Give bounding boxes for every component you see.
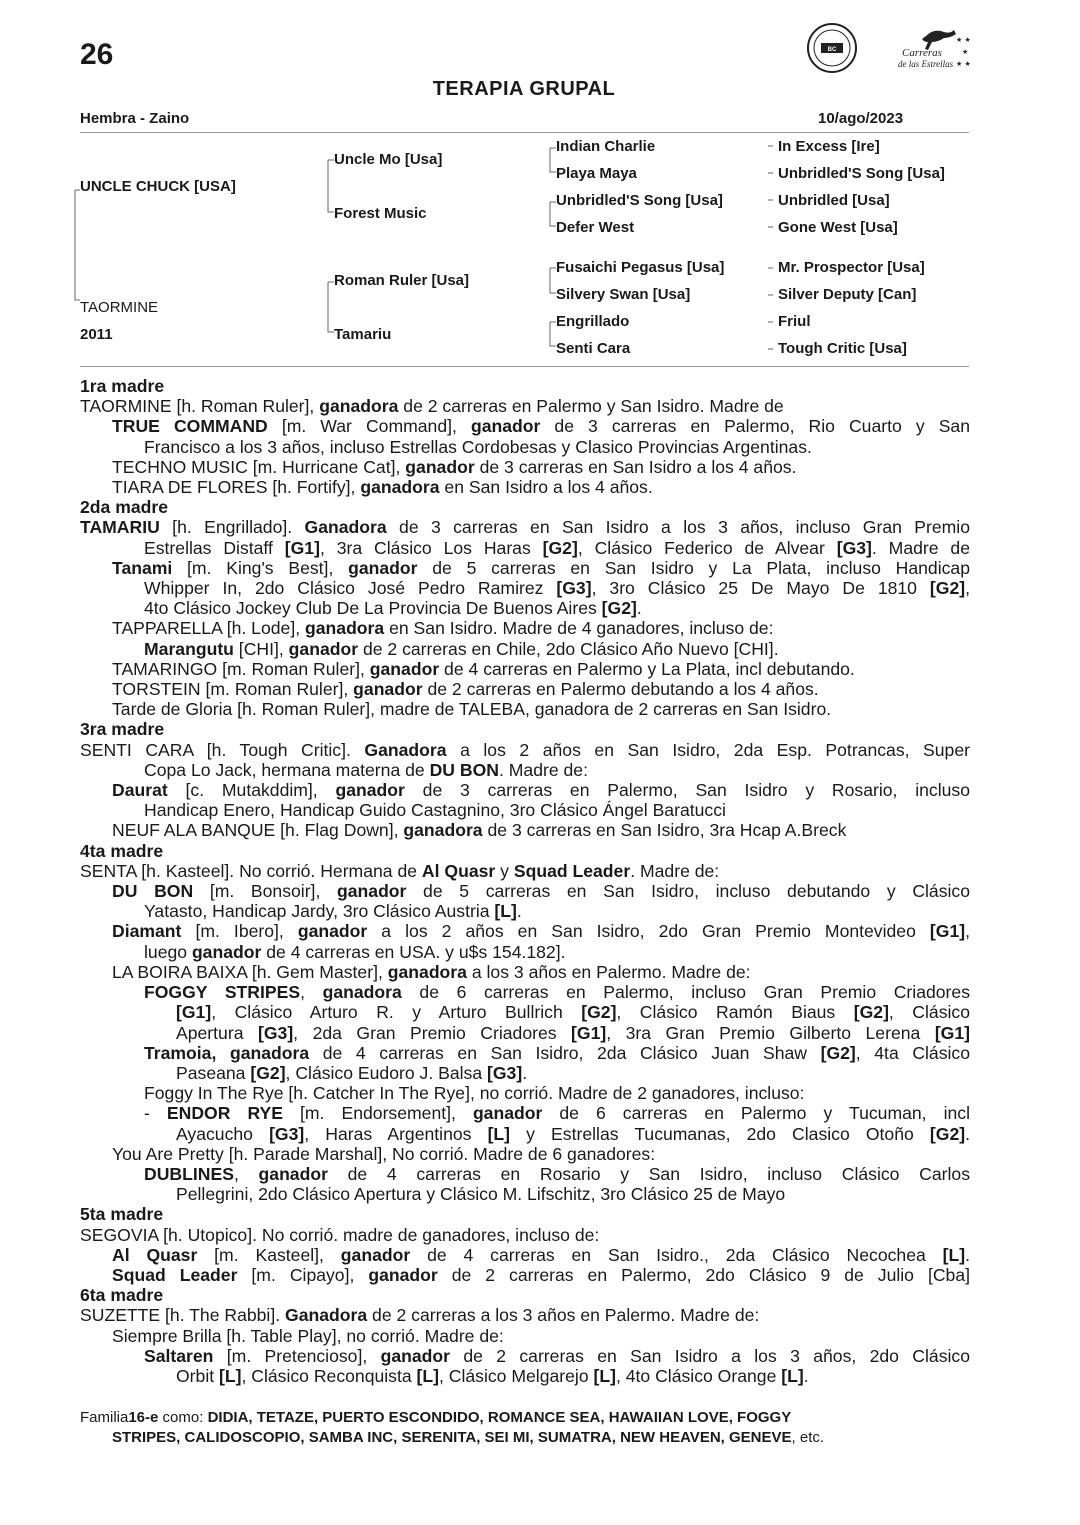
text: [m. Cipayo], bbox=[237, 1264, 369, 1285]
svg-text:BC: BC bbox=[827, 47, 837, 53]
bold-text: ganador bbox=[353, 679, 423, 700]
bold-text: [G2] bbox=[820, 1042, 856, 1063]
text: de 2 carreras en Chile, 2do Clásico Año Nuevo [CHI]. bbox=[358, 638, 779, 659]
text: , Clásico Reconquista bbox=[241, 1365, 417, 1386]
bold-text: ganador bbox=[405, 456, 475, 477]
text: . bbox=[803, 1365, 809, 1386]
text: LA BOIRA BAIXA [h. Gem Master], bbox=[112, 961, 388, 982]
text: de 3 carreras en San Isidro, 3ra Hcap A.Breck bbox=[482, 820, 847, 841]
family-names-1: DIDIA, TETAZE, PUERTO ESCONDIDO, ROMANCE SEA, HAWAIIAN LOVE, FOGGY bbox=[207, 1409, 792, 1426]
text: de 3 carreras en Palermo, San Isidro y Rosario, incluso bbox=[404, 780, 970, 801]
text: , 3ra Gran Premio Gilberto Lerena bbox=[606, 1022, 935, 1043]
family-footer bbox=[80, 1408, 970, 1448]
text-line bbox=[80, 1144, 970, 1164]
text: . Madre de: bbox=[498, 759, 588, 780]
bold-text: DU BON bbox=[429, 759, 499, 780]
text: [m. Endorsement], bbox=[282, 1103, 473, 1124]
pedigree-gen3-3: Unbridled'S Song [Usa] bbox=[556, 192, 723, 209]
text: , 4ta Clásico bbox=[855, 1042, 971, 1063]
pedigree-gen4-1: In Excess [Ire] bbox=[778, 138, 880, 155]
pedigree-gen4-7: Friul bbox=[778, 313, 811, 330]
family-suffix: , etc. bbox=[791, 1429, 825, 1446]
text: Handicap Enero, Handicap Guido Castagnino, 3ro Clásico Ángel Baratucci bbox=[144, 800, 726, 821]
text: 4to Clásico Jockey Club De La Provincia De Buenos Aires bbox=[144, 598, 602, 619]
bold-text: ganador bbox=[369, 658, 440, 679]
bold-text: [G2] bbox=[929, 578, 966, 599]
pedigree-gen4-8: Tough Critic [Usa] bbox=[778, 340, 907, 357]
pedigree-gen2-1: Uncle Mo [Usa] bbox=[334, 151, 443, 168]
text: , bbox=[965, 921, 970, 942]
bold-text: [G2] bbox=[929, 1123, 966, 1144]
text: de 4 carreras en San Isidro., 2da Clásico Necochea bbox=[410, 1244, 943, 1265]
bold-text: [G3] bbox=[487, 1062, 523, 1083]
text-line bbox=[80, 679, 970, 699]
text: TAORMINE [h. Roman Ruler], bbox=[80, 396, 320, 417]
text: . Madre de bbox=[871, 537, 970, 558]
bold-text: ENDOR RYE bbox=[166, 1103, 283, 1124]
text: Foggy In The Rye [h. Catcher In The Rye], no corrió. Madre de 2 ganadores, incluso: bbox=[144, 1083, 805, 1104]
text: Whipper In, 2do Clásico José Pedro Ramirez bbox=[144, 578, 557, 599]
text-line bbox=[80, 1002, 970, 1022]
pedigree-gen2-4: Tamariu bbox=[334, 326, 392, 343]
bold-text: ganador bbox=[368, 1264, 438, 1285]
text-line bbox=[80, 396, 970, 416]
bold-text: ganador bbox=[191, 941, 262, 962]
text-line bbox=[80, 1103, 970, 1123]
bold-text: Tanami bbox=[112, 557, 173, 578]
text: a los 2 años en San Isidro, 2da Esp. Potrancas, Super bbox=[446, 739, 970, 760]
bold-text: [L] bbox=[219, 1365, 242, 1386]
bold-text: FOGGY STRIPES bbox=[144, 982, 301, 1003]
text: SUZETTE [h. The Rabbi]. bbox=[80, 1305, 286, 1326]
text-line bbox=[80, 1043, 970, 1063]
bold-text: TAMARIU bbox=[80, 517, 160, 538]
bold-text: DUBLINES bbox=[144, 1163, 234, 1184]
bold-text: 2da madre bbox=[80, 497, 169, 518]
text-line bbox=[80, 740, 970, 760]
family-line-1 bbox=[80, 1408, 970, 1428]
bold-text: Marangutu bbox=[144, 638, 234, 659]
text: SENTI CARA [h. Tough Critic]. bbox=[80, 739, 365, 760]
bold-text: 4ta madre bbox=[80, 840, 164, 861]
bold-text: ganadora bbox=[387, 961, 467, 982]
bold-text: ganador bbox=[335, 780, 405, 801]
text: de 4 carreras en Palermo y La Plata, incl debutando. bbox=[439, 658, 855, 679]
svg-text:★ ★: ★ ★ bbox=[956, 36, 971, 44]
text: a los 3 años en Palermo. Madre de: bbox=[466, 961, 751, 982]
bold-text: ganador bbox=[337, 881, 407, 902]
text: . bbox=[965, 1123, 970, 1144]
text-line bbox=[80, 558, 970, 578]
text-line bbox=[80, 457, 970, 477]
pedigree-gen4-3: Unbridled [Usa] bbox=[778, 192, 890, 209]
bold-text: ganador bbox=[380, 1345, 450, 1366]
text: [m. War Command], bbox=[267, 416, 471, 437]
bold-text: ganador bbox=[472, 1103, 543, 1124]
bold-text: [G2] bbox=[601, 598, 637, 619]
bold-text: [L] bbox=[781, 1365, 804, 1386]
text: en San Isidro a los 4 años. bbox=[439, 477, 653, 498]
bold-text: [G2] bbox=[250, 1062, 286, 1083]
text: , 3ra Clásico Los Haras bbox=[319, 537, 543, 558]
pedigree-gen3-8: Senti Cara bbox=[556, 340, 631, 357]
text-line bbox=[80, 699, 970, 719]
text: de 6 carreras en Palermo, incluso Gran Premio Criadores bbox=[401, 982, 970, 1003]
text-line bbox=[80, 1366, 970, 1386]
text-line bbox=[80, 1164, 970, 1184]
bold-text: Ganadora bbox=[364, 739, 447, 760]
family-como: como: bbox=[158, 1409, 208, 1426]
bold-text: ganador bbox=[470, 416, 541, 437]
bold-text: Diamant bbox=[112, 921, 182, 942]
text: Apertura bbox=[176, 1022, 258, 1043]
pedigree-gen3-7: Engrillado bbox=[556, 313, 630, 330]
text: NEUF ALA BANQUE [h. Flag Down], bbox=[112, 820, 404, 841]
pedigree-gen3-6: Silvery Swan [Usa] bbox=[556, 286, 691, 303]
text-line bbox=[80, 881, 970, 901]
bold-text: [G3] bbox=[556, 578, 592, 599]
text-line bbox=[80, 1124, 970, 1144]
text: [CHI], bbox=[233, 638, 289, 659]
svg-text:★ ★: ★ ★ bbox=[956, 60, 971, 68]
section-heading bbox=[80, 1204, 970, 1224]
text: de 5 carreras en San Isidro y La Plata, incluso Handicap bbox=[417, 557, 970, 578]
text: , bbox=[233, 1163, 259, 1184]
family-names-2: STRIPES, CALIDOSCOPIO, SAMBA INC, SERENITA, SEI MI, SUMATRA, NEW HEAVEN, GENEVE bbox=[112, 1429, 792, 1446]
bold-text: [L] bbox=[942, 1244, 966, 1265]
svg-text:★: ★ bbox=[962, 48, 969, 56]
text-line bbox=[80, 921, 970, 941]
section-heading bbox=[80, 497, 970, 517]
bold-text: Squad Leader bbox=[112, 1264, 238, 1285]
text-line bbox=[80, 1265, 970, 1285]
text-line bbox=[80, 517, 970, 537]
bold-text: Ganadora bbox=[304, 517, 387, 538]
pedigree-gen2-3: Roman Ruler [Usa] bbox=[334, 272, 470, 289]
bold-text: ganador bbox=[348, 557, 418, 578]
text-line bbox=[80, 598, 970, 618]
pedigree-gen3-4: Defer West bbox=[556, 219, 635, 236]
text: de 2 carreras en Palermo debutando a los 4 años. bbox=[422, 679, 819, 700]
section-heading bbox=[80, 841, 970, 861]
text: , 3ro Clásico 25 De Mayo De 1810 bbox=[591, 578, 930, 599]
text: Orbit bbox=[176, 1365, 220, 1386]
text: You Are Pretty [h. Parade Marshal], No corrió. Madre de 6 ganadores: bbox=[112, 1143, 656, 1164]
text-line bbox=[80, 982, 970, 1002]
bold-text: [G1] bbox=[176, 1002, 212, 1023]
text: [m. Ibero], bbox=[181, 921, 298, 942]
section-heading bbox=[80, 1285, 970, 1305]
family-prefix: Familia bbox=[80, 1409, 129, 1426]
svg-text:de las Estrellas: de las Estrellas bbox=[898, 59, 954, 69]
text: Tarde de Gloria [h. Roman Ruler], madre de TALEBA, ganadora de 2 carreras en San Isidro. bbox=[112, 699, 832, 720]
bold-text: [G3] bbox=[257, 1022, 294, 1043]
bold-text: 1ra madre bbox=[80, 376, 165, 396]
text: [m. King's Best], bbox=[172, 557, 349, 578]
bold-text: Al Quasr bbox=[112, 1244, 198, 1265]
text: [m. Bonsoir], bbox=[193, 881, 337, 902]
horse-name: TERAPIA GRUPAL bbox=[432, 78, 616, 100]
text: de 4 carreras en San Isidro, 2da Clásico Juan Shaw bbox=[309, 1042, 821, 1063]
text: TORSTEIN [m. Roman Ruler], bbox=[112, 679, 354, 700]
text: . bbox=[522, 1062, 528, 1083]
text: . Madre de: bbox=[630, 860, 720, 881]
family-number: 16-e bbox=[128, 1409, 159, 1426]
text: . bbox=[636, 598, 642, 619]
text: de 5 carreras en San Isidro, incluso debutando y Clásico bbox=[406, 881, 971, 902]
text-line bbox=[80, 618, 970, 638]
text: Pellegrini, 2do Clásico Apertura y Clásico M. Lifschitz, 3ro Clásico 25 de Mayo bbox=[176, 1184, 786, 1205]
text: SENTA [h. Kasteel]. No corrió. Hermana de bbox=[80, 860, 422, 881]
bold-text: [L] bbox=[487, 1123, 511, 1144]
pedigree-gen4-6: Silver Deputy [Can] bbox=[778, 286, 917, 303]
text: , bbox=[965, 578, 970, 599]
text: , Clásico Melgarejo bbox=[439, 1365, 594, 1386]
bold-text: [G1] bbox=[284, 537, 320, 558]
text-line bbox=[80, 760, 970, 780]
text: de 6 carreras en Palermo y Tucuman, incl bbox=[542, 1103, 970, 1124]
bold-text: [G1] bbox=[571, 1022, 607, 1043]
bold-text: [L] bbox=[416, 1365, 439, 1386]
text: Yatasto, Handicap Jardy, 3ro Clásico Austria bbox=[144, 901, 495, 922]
bold-text: ganador bbox=[258, 1163, 328, 1184]
text: y bbox=[495, 860, 514, 881]
text-line bbox=[80, 477, 970, 497]
text-line bbox=[80, 800, 970, 820]
bold-text: [G2] bbox=[853, 1002, 889, 1023]
text-line bbox=[80, 1225, 970, 1245]
bold-text: ganadora bbox=[322, 982, 402, 1003]
pedigree-sire: UNCLE CHUCK [USA] bbox=[80, 178, 236, 195]
sex-color: Hembra - Zaino bbox=[80, 110, 190, 127]
bold-text: ganadora bbox=[319, 396, 399, 417]
bold-text: 5ta madre bbox=[80, 1204, 164, 1225]
text-line bbox=[80, 820, 970, 840]
text: . bbox=[965, 1244, 970, 1265]
pedigree-gen3-5: Fusaichi Pegasus [Usa] bbox=[556, 259, 725, 276]
text: de 4 carreras en Rosario y San Isidro, incluso Clásico Carlos bbox=[327, 1163, 970, 1184]
bold-text: Ganadora bbox=[285, 1305, 368, 1326]
pedigree-gen3-2: Playa Maya bbox=[556, 165, 637, 182]
section-heading bbox=[80, 376, 970, 396]
text: TIARA DE FLORES [h. Fortify], bbox=[112, 477, 361, 498]
svg-text:Carreras: Carreras bbox=[902, 47, 942, 59]
text: Francisco a los 3 años, incluso Estrellas Cordobesas y Clasico Provincias Argentinas. bbox=[144, 436, 812, 457]
text-line bbox=[80, 1083, 970, 1103]
text: , Clásico Eudoro J. Balsa bbox=[285, 1062, 487, 1083]
bold-text: 6ta madre bbox=[80, 1285, 164, 1306]
text-line bbox=[80, 1184, 970, 1204]
bold-text: [G1] bbox=[929, 921, 966, 942]
text-line bbox=[80, 578, 970, 598]
bold-text: [G2] bbox=[581, 1002, 617, 1023]
pedigree-gen2-2: Forest Music bbox=[334, 205, 427, 222]
text: , Clásico Arturo R. y Arturo Bullrich bbox=[211, 1002, 582, 1023]
bold-text: TRUE COMMAND bbox=[112, 416, 268, 437]
text-line bbox=[80, 861, 970, 881]
date: 10/ago/2023 bbox=[818, 110, 904, 127]
text: en San Isidro. Madre de 4 ganadores, incluso de: bbox=[384, 618, 774, 639]
text: , 4to Clásico Orange bbox=[615, 1365, 782, 1386]
text: , Clásico bbox=[888, 1002, 970, 1023]
text-line bbox=[80, 1063, 970, 1083]
pedigree-gen3-1: Indian Charlie bbox=[556, 138, 656, 155]
text-line bbox=[80, 1245, 970, 1265]
bold-text: ganadora bbox=[403, 820, 483, 841]
text: [h. Engrillado]. bbox=[159, 517, 305, 538]
text-line bbox=[80, 962, 970, 982]
text: de 3 carreras en Palermo, Rio Cuarto y San bbox=[540, 416, 970, 437]
pedigree-dam-year: 2011 bbox=[80, 326, 113, 343]
text-line bbox=[80, 639, 970, 659]
text: , 2da Gran Premio Criadores bbox=[293, 1022, 572, 1043]
bold-text: ganador bbox=[340, 1244, 411, 1265]
text: , bbox=[300, 982, 323, 1003]
pedigree-gen4-2: Unbridled'S Song [Usa] bbox=[778, 165, 945, 182]
text: Copa Lo Jack, hermana materna de bbox=[144, 759, 430, 780]
text: luego bbox=[144, 941, 192, 962]
bold-text: [G1] bbox=[934, 1022, 970, 1043]
text-line bbox=[80, 1346, 970, 1366]
bold-text: 3ra madre bbox=[80, 719, 165, 740]
text-line bbox=[80, 901, 970, 921]
text: de 2 carreras en Palermo y San Isidro. Madre de bbox=[398, 396, 784, 417]
pedigree-gen4-5: Mr. Prospector [Usa] bbox=[778, 259, 925, 276]
bold-text: [L] bbox=[593, 1365, 616, 1386]
text: de 4 carreras en USA. y u$s 154.182]. bbox=[261, 941, 566, 962]
pedigree-dam: TAORMINE bbox=[80, 299, 159, 316]
bold-text: [G2] bbox=[542, 537, 578, 558]
text-line bbox=[80, 538, 970, 558]
text: , Clásico Ramón Biaus bbox=[616, 1002, 854, 1023]
text-line bbox=[80, 437, 970, 457]
text-line bbox=[80, 780, 970, 800]
bold-text: DU BON bbox=[112, 881, 194, 902]
bold-text: Daurat bbox=[112, 780, 168, 801]
text-line bbox=[80, 1023, 970, 1043]
bold-text: [L] bbox=[494, 901, 517, 922]
text: SEGOVIA [h. Utopico]. No corrió. madre de ganadores, incluso de: bbox=[80, 1224, 600, 1245]
text: de 3 carreras en San Isidro a los 3 años, incluso Gran Premio bbox=[386, 517, 970, 538]
bold-text: Squad Leader bbox=[513, 860, 631, 881]
text-line bbox=[80, 416, 970, 436]
bold-text: ganador bbox=[297, 921, 368, 942]
pedigree-gen4-4: Gone West [Usa] bbox=[778, 219, 898, 236]
text: [m. Kasteel], bbox=[197, 1244, 341, 1265]
text: , Haras Argentinos bbox=[304, 1123, 488, 1144]
text: TAPPARELLA [h. Lode], bbox=[112, 618, 305, 639]
text: TECHNO MUSIC [m. Hurricane Cat], bbox=[112, 456, 406, 477]
text: y Estrellas Tucumanas, 2do Clasico Otoño bbox=[510, 1123, 930, 1144]
text: Paseana bbox=[176, 1062, 251, 1083]
section-heading bbox=[80, 719, 970, 739]
text: [m. Pretencioso], bbox=[213, 1345, 381, 1366]
female-family-text bbox=[80, 376, 970, 1386]
bold-text: Saltaren bbox=[144, 1345, 214, 1366]
bold-text: Al Quasr bbox=[421, 860, 496, 881]
text: Siempre Brilla [h. Table Play], no corrió. Madre de: bbox=[112, 1325, 504, 1346]
bold-text: ganador bbox=[288, 638, 359, 659]
text: a los 2 años en San Isidro, 2do Gran Premio Montevideo bbox=[367, 921, 930, 942]
text-line bbox=[80, 659, 970, 679]
text-line bbox=[80, 942, 970, 962]
divider-pedigree bbox=[80, 366, 969, 367]
text-line bbox=[80, 1326, 970, 1346]
bold-text: ganadora bbox=[360, 477, 440, 498]
bold-text: ganadora bbox=[305, 618, 385, 639]
text: de 2 carreras en Palermo, 2do Clásico 9 de Julio [Cba] bbox=[437, 1264, 971, 1285]
text: - bbox=[144, 1103, 167, 1124]
text: . bbox=[516, 901, 522, 922]
text: de 2 carreras a los 3 años en Palermo. Madre de: bbox=[367, 1305, 760, 1326]
text: Ayacucho bbox=[176, 1123, 270, 1144]
text: [c. Mutakddim], bbox=[167, 780, 336, 801]
text-line bbox=[80, 1305, 970, 1325]
page-number: 26 bbox=[80, 38, 114, 71]
family-line-2 bbox=[80, 1428, 970, 1448]
text: de 3 carreras en San Isidro a los 4 años. bbox=[474, 456, 797, 477]
bold-text: [G3] bbox=[836, 537, 872, 558]
text: Estrellas Distaff bbox=[144, 537, 285, 558]
text: TAMARINGO [m. Roman Ruler], bbox=[112, 658, 370, 679]
text: , Clásico Federico de Alvear bbox=[577, 537, 837, 558]
bold-text: Tramoia, ganadora bbox=[144, 1042, 310, 1063]
bold-text: [G3] bbox=[269, 1123, 305, 1144]
text: de 2 carreras en San Isidro a los 3 años, 2do Clásico bbox=[449, 1345, 970, 1366]
